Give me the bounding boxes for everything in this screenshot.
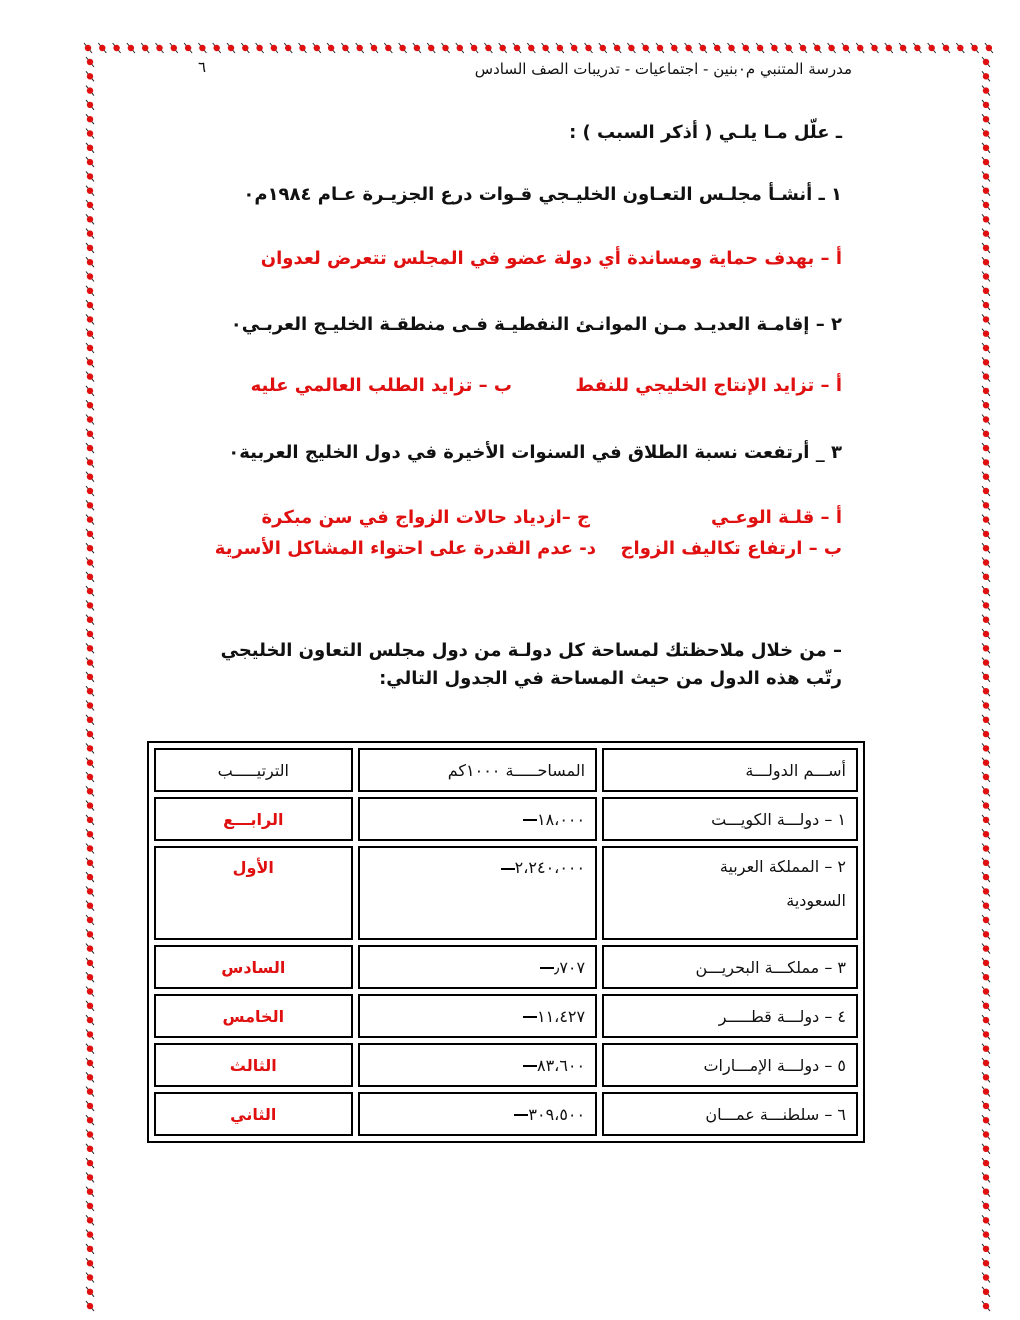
instruction-line-2: رتّب هذه الدول من حيث المساحة في الجدول التالي: [379, 668, 842, 689]
question-2-text: ٢ – إقامـة العديـد مـن الموانـئ النفطيـة فـى منطقـة الخليـج العربـي٠ [230, 314, 842, 335]
area-cell [358, 945, 598, 989]
question-3: ٣ _ أرتفعت نسبة الطلاق في السنوات الأخيرة في دول الخليج العربية٠ [228, 442, 842, 463]
table-row [154, 846, 858, 940]
area-value: ٨٣،٦٠٠ [536, 1055, 586, 1075]
country-cell: ٥ – دولـــة الإمـــارات [602, 1043, 858, 1087]
answer-3d: د- عدم القدرة على احتواء المشاكل الأسرية [214, 538, 596, 559]
header-rank: الترتيـــــب [154, 748, 353, 792]
answer-3b: ب – ارتفاع تكاليف الزواج [620, 538, 842, 559]
header-area: المساحـــــة ١٠٠٠كم [358, 748, 598, 792]
area-value: ٫٧٠٧ [554, 957, 586, 977]
country-cell: ٣ – مملكـــة البحريـــن [602, 945, 858, 989]
area-value: ١٨،٠٠٠ [536, 809, 586, 829]
rank-cell: الثاني [154, 1092, 353, 1136]
area-value: ٢،٢٤٠،٠٠٠ [514, 858, 586, 877]
table-row [154, 797, 858, 841]
answer-1: أ – بهدف حماية ومساندة أي دولة عضو في المجلس تتعرض لعدوان [260, 248, 842, 269]
question-1: ١ ـ أنشـأ مجلـس التعـاون الخليـجي قـوات درع الجزيـرة عـام ١٩٨٤م٠ [243, 184, 842, 205]
page-number: ٦ [198, 58, 207, 76]
area-cell [358, 1043, 598, 1087]
rank-cell: الأول [154, 846, 353, 940]
area-value: ١١،٤٢٧ [536, 1006, 586, 1026]
header-title: مدرسة المتنبي م٠بنين - اجتماعيات - تدريبات الصف السادس [474, 60, 852, 78]
table-row [154, 945, 858, 989]
table-row [154, 1092, 858, 1136]
area-cell [358, 1092, 598, 1136]
rank-cell: السادس [154, 945, 353, 989]
country-cell [602, 846, 858, 940]
instruction-line-1: – من خلال ملاحظتك لمساحة كل دولـة من دول مجلس التعاون الخليجي [220, 640, 842, 661]
answer-3c: ج –ازدياد حالات الزواج في سن مبكرة [261, 507, 590, 528]
table-row [154, 1043, 858, 1087]
section-heading: ـ علّل مـا يلـي ( أذكر السبب ) : [569, 122, 842, 143]
rank-cell: الثالث [154, 1043, 353, 1087]
answer-2a: أ – تزايد الإنتاج الخليجي للنفط [575, 375, 842, 396]
country-cell: ٤ – دولـــة قطـــــر [602, 994, 858, 1038]
area-cell [358, 846, 598, 940]
header-country: أســـم الدولـــة [602, 748, 858, 792]
page-header [190, 60, 852, 84]
answer-2b: ب – تزايد الطلب العالمي عليه [250, 375, 512, 396]
country-line-2: السعودية [786, 891, 846, 910]
country-cell: ١ – دولـــة الكويـــت [602, 797, 858, 841]
table-header-row [154, 748, 858, 792]
rank-cell: الخامس [154, 994, 353, 1038]
area-cell [358, 797, 598, 841]
country-cell: ٦ – سلطنـــة عمـــان [602, 1092, 858, 1136]
area-value: ٣٠٩،٥٠٠ [528, 1104, 586, 1124]
table-row [154, 994, 858, 1038]
answer-3a: أ – قلـة الوعـي [710, 507, 842, 528]
rank-cell: الرابـــع [154, 797, 353, 841]
area-ranking-table [147, 741, 865, 1143]
area-cell [358, 994, 598, 1038]
country-line-1: ٢ – المملكة العربية [719, 857, 846, 876]
